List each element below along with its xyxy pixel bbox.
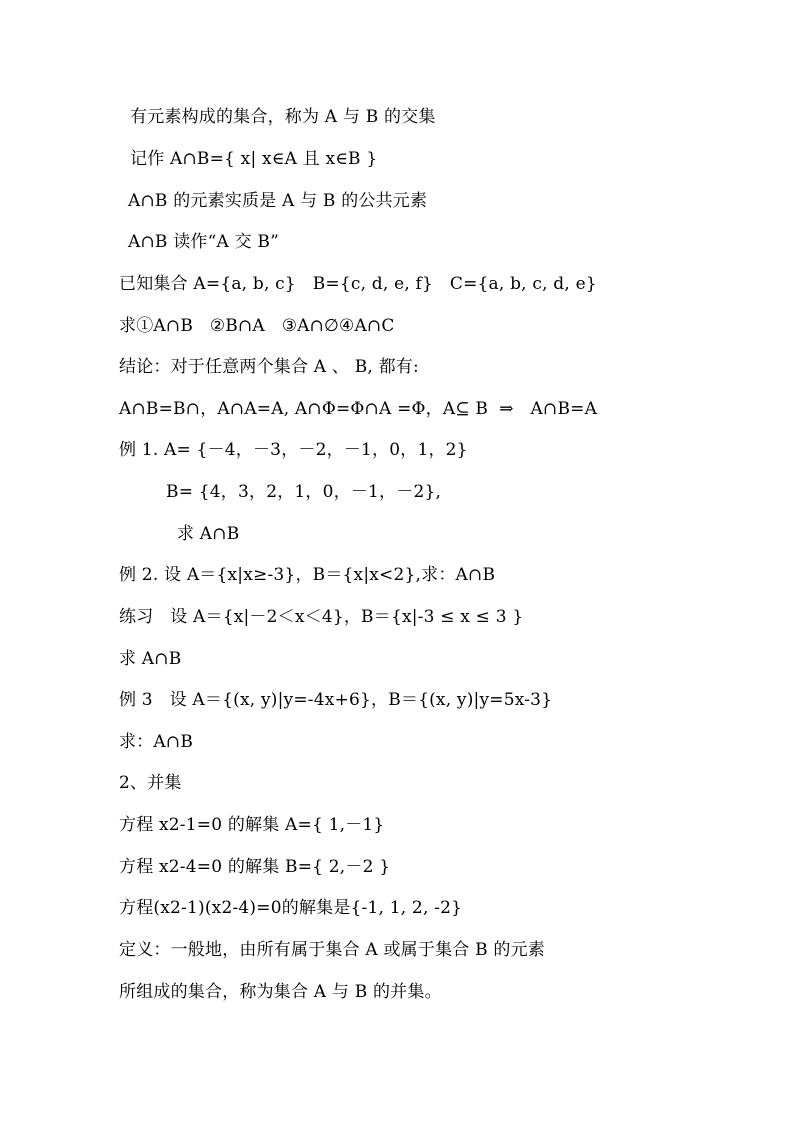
text-line: 例 2. 设 A＝{x|x≥-3}，B＝{x|x<2},求：A∩B [119,565,496,585]
text-line: B= {4，3，2，1，0，－1，－2}, [166,482,442,502]
text-line: 例 3 设 A＝{(x, y)|y=-4x+6}，B＝{(x, y)|y=5x-3} [119,690,553,710]
text-line: 定义：一般地，由所有属于集合 A 或属于集合 B 的元素 [119,940,545,960]
text-line: 方程 x2-1=0 的解集 A={ 1,－1} [119,815,385,835]
text-line: A∩B=B∩，A∩A=A, A∩Φ=Φ∩A =Φ，A⊆ B ⇒ A∩B=A [119,399,598,419]
text-line: 方程(x2-1)(x2-4)=0的解集是{-1, 1, 2, -2} [119,898,463,918]
text-line: 求：A∩B [119,732,194,752]
text-line: 求①A∩B ②B∩A ③A∩∅④A∩C [119,316,395,336]
text-line: 例 1. A= {－4，－3，－2，－1，0，1，2} [119,440,468,460]
text-line: 有元素构成的集合，称为 A 与 B 的交集 [130,107,436,127]
text-line: 结论：对于任意两个集合 A 、 B, 都有: [119,357,419,377]
text-line: 练习 设 A＝{x|－2＜x＜4}，B＝{x|-3 ≤ x ≤ 3 } [119,607,524,627]
text-line: 已知集合 A={a, b, c} B={c, d, e, f} C={a, b, c, d, e} [119,274,597,294]
text-line: 所组成的集合，称为集合 A 与 B 的并集。 [119,982,442,1002]
text-line: 求 A∩B [177,524,240,544]
text-line: 记作 A∩B={ x| x∈A 且 x∈B } [130,149,378,169]
text-line: 求 A∩B [119,649,182,669]
text-line: 2、并集 [119,773,182,793]
text-line: A∩B 的元素实质是 A 与 B 的公共元素 [128,191,428,211]
text-line: A∩B 读作“A 交 B” [128,232,279,252]
text-line: 方程 x2-4=0 的解集 B={ 2,－2 } [119,857,391,877]
